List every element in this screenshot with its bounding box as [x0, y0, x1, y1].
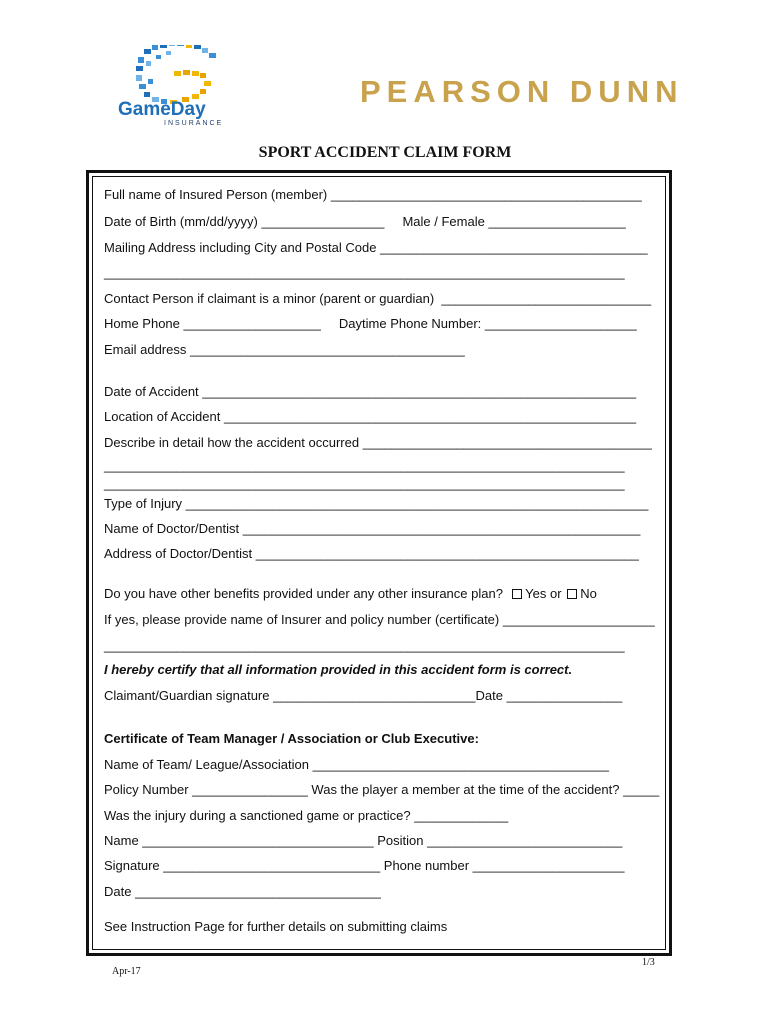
sanctioned-game-field[interactable]: Was the injury during a sanctioned game or practice? _____________ [104, 808, 509, 823]
insurer-line-2[interactable]: ________________________________________________________________________ [104, 638, 625, 653]
page-number: 1/3 [642, 957, 655, 968]
gameday-insurance-logo [112, 45, 252, 127]
doctor-name-field[interactable]: Name of Doctor/Dentist _______________________________________________________ [104, 521, 641, 536]
certificate-heading: Certificate of Team Manager / Association or Club Executive: [104, 731, 479, 746]
yes-checkbox[interactable] [512, 589, 522, 599]
accident-description-line-2[interactable]: ________________________________________________________________________ [104, 458, 625, 473]
footer-date: Apr-17 [112, 966, 141, 977]
accident-date-field[interactable]: Date of Accident ____________________________________________________________ [104, 384, 637, 399]
brand-name: PEARSON DUNN [360, 74, 684, 109]
no-label: No [580, 586, 597, 601]
yes-label: Yes or [525, 586, 562, 601]
accident-description-field[interactable]: Describe in detail how the accident occurred ________________________________________ [104, 435, 652, 450]
mailing-address-field[interactable]: Mailing Address including City and Postal Code _____________________________________ [104, 240, 648, 255]
doctor-address-field[interactable]: Address of Doctor/Dentist _____________________________________________________ [104, 546, 639, 561]
logo-wordmark: GameDay [118, 99, 206, 120]
email-field[interactable]: Email address ______________________________________ [104, 342, 465, 357]
accident-description-line-3[interactable]: ________________________________________________________________________ [104, 476, 625, 491]
team-name-field[interactable]: Name of Team/ League/Association _________________________________________ [104, 757, 610, 772]
other-benefits-question [104, 586, 597, 601]
date-field[interactable]: Date __________________________________ [104, 884, 381, 899]
full-name-field[interactable]: Full name of Insured Person (member) ___________________________________________ [104, 187, 642, 202]
injury-type-field[interactable]: Type of Injury ________________________________________________________________ [104, 496, 649, 511]
accident-location-field[interactable]: Location of Accident _________________________________________________________ [104, 409, 637, 424]
no-checkbox[interactable] [567, 589, 577, 599]
form-title: SPORT ACCIDENT CLAIM FORM [258, 144, 512, 161]
benefits-question-text: Do you have other benefits provided under any other insurance plan? [104, 586, 503, 601]
dob-gender-field[interactable]: Date of Birth (mm/dd/yyyy) _________________ Male / Female ___________________ [104, 214, 626, 229]
phone-fields[interactable]: Home Phone ___________________ Daytime Phone Number: _____________________ [104, 316, 637, 331]
logo-subtitle: INSURANCE [164, 120, 224, 127]
insurer-field[interactable]: If yes, please provide name of Insurer and policy number (certificate) _____________________ [104, 612, 655, 627]
claimant-signature-field[interactable]: Claimant/Guardian signature ____________________________Date ________________ [104, 688, 623, 703]
certification-statement: I hereby certify that all information provided in this accident form is correct. [104, 662, 573, 677]
policy-number-field[interactable]: Policy Number ________________ Was the player a member at the time of the accident? _____ [104, 782, 660, 797]
contact-person-field[interactable]: Contact Person if claimant is a minor (parent or guardian) _____________________________ [104, 291, 652, 306]
signature-phone-field[interactable]: Signature ______________________________ Phone number _____________________ [104, 858, 625, 873]
name-position-field[interactable]: Name ________________________________ Position ___________________________ [104, 833, 623, 848]
mailing-address-line-2[interactable]: ________________________________________________________________________ [104, 265, 625, 280]
instruction-note: See Instruction Page for further details on submitting claims [104, 919, 448, 934]
